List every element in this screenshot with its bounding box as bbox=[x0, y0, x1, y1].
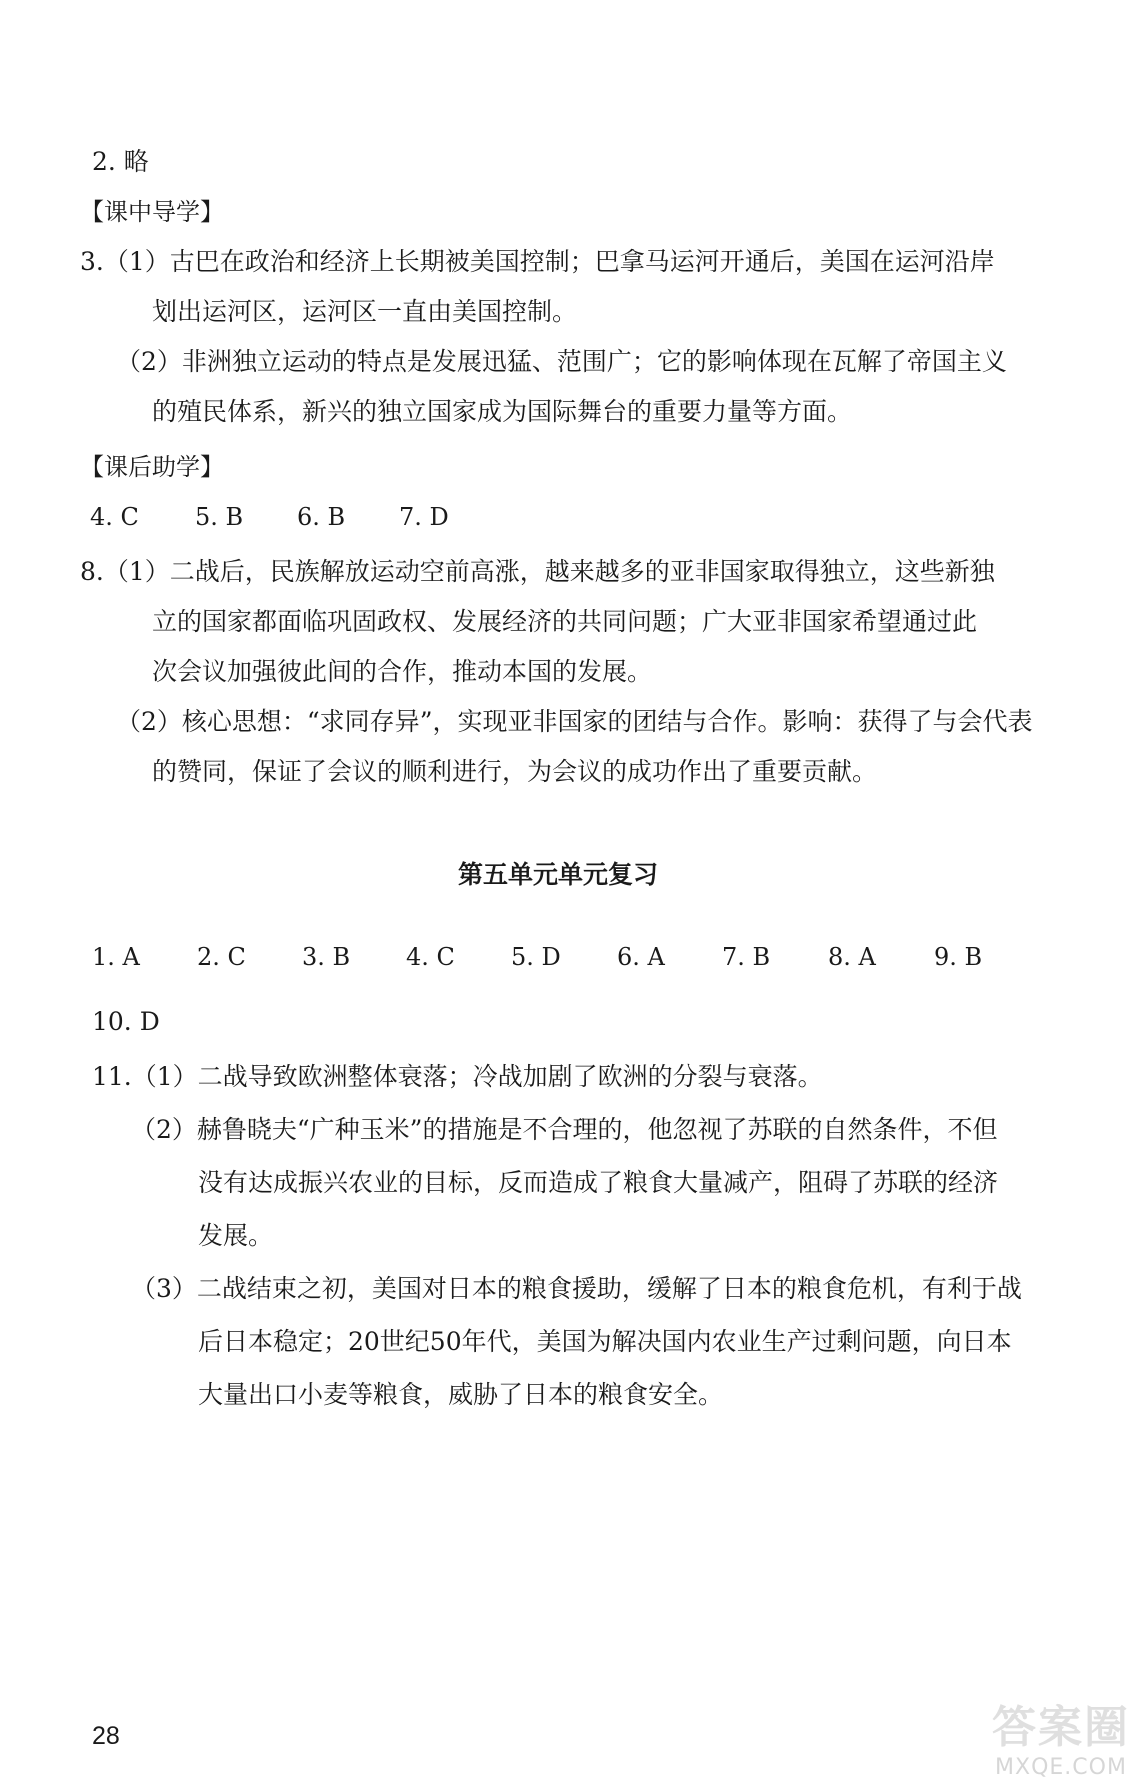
answer-8-1-line3: 次会议加强彼此间的合作，推动本国的发展。 bbox=[152, 657, 653, 686]
unit-review-title: 第五单元单元复习 bbox=[458, 860, 659, 889]
answer-10: 10. D bbox=[92, 1007, 160, 1036]
mc-answer: 1. A bbox=[92, 943, 140, 971]
mc-answer: 9. B bbox=[934, 943, 983, 971]
mc-answer: 2. C bbox=[197, 943, 246, 971]
section-header-after-class: 【课后助学】 bbox=[80, 453, 224, 481]
mc-answer: 7. B bbox=[722, 943, 771, 971]
answer-3-1-line2: 划出运河区，运河区一直由美国控制。 bbox=[152, 297, 578, 326]
mc-answer: 5. D bbox=[511, 943, 561, 971]
watermark-url: MXQE.COM bbox=[995, 1755, 1127, 1780]
answer-3-2-line1: （2）非洲独立运动的特点是发展迅猛、范围广；它的影响体现在瓦解了帝国主义 bbox=[116, 347, 1007, 376]
mc-answer: 6. B bbox=[297, 503, 346, 531]
page-number: 28 bbox=[92, 1722, 120, 1750]
answer-11-2-line2: 没有达成振兴农业的目标，反而造成了粮食大量减产，阻碍了苏联的经济 bbox=[198, 1168, 999, 1197]
watermark-logo: 答案圈 bbox=[992, 1702, 1130, 1753]
section-header-in-class: 【课中导学】 bbox=[80, 198, 224, 226]
mc-answer: 4. C bbox=[90, 503, 139, 531]
mc-answer: 3. B bbox=[302, 943, 351, 971]
mc-answer: 4. C bbox=[406, 943, 455, 971]
watermark bbox=[992, 1691, 1130, 1780]
answer-11-2-line1: （2）赫鲁晓夫“广种玉米”的措施是不合理的，他忽视了苏联的自然条件，不但 bbox=[131, 1115, 998, 1144]
answer-3-2-line2: 的殖民体系，新兴的独立国家成为国际舞台的重要力量等方面。 bbox=[152, 397, 853, 426]
answer-2: 2. 略 bbox=[92, 147, 149, 176]
answer-8-2-line1: （2）核心思想：“求同存异”，实现亚非国家的团结与合作。影响：获得了与会代表 bbox=[116, 707, 1033, 736]
mc-answer: 5. B bbox=[195, 503, 244, 531]
answer-8-1-line1: 8.（1）二战后，民族解放运动空前高涨，越来越多的亚非国家取得独立，这些新独 bbox=[80, 557, 995, 586]
answer-11-1: 11.（1）二战导致欧洲整体衰落；冷战加剧了欧洲的分裂与衰落。 bbox=[92, 1062, 823, 1091]
answer-11-3-line3: 大量出口小麦等粮食，威胁了日本的粮食安全。 bbox=[198, 1380, 724, 1409]
mc-answer: 6. A bbox=[617, 943, 665, 971]
answer-11-3-line2: 后日本稳定；20世纪50年代，美国为解决国内农业生产过剩问题，向日本 bbox=[198, 1327, 1012, 1356]
answer-3-1-line1: 3.（1）古巴在政治和经济上长期被美国控制；巴拿马运河开通后，美国在运河沿岸 bbox=[80, 247, 995, 276]
mc-answer: 7. D bbox=[399, 503, 449, 531]
answer-8-2-line2: 的赞同，保证了会议的顺利进行，为会议的成功作出了重要贡献。 bbox=[152, 757, 878, 786]
answer-11-2-line3: 发展。 bbox=[198, 1221, 274, 1250]
answer-8-1-line2: 立的国家都面临巩固政权、发展经济的共同问题；广大亚非国家希望通过此 bbox=[152, 607, 978, 636]
mc-answer: 8. A bbox=[828, 943, 876, 971]
answer-11-3-line1: （3）二战结束之初，美国对日本的粮食援助，缓解了日本的粮食危机，有利于战 bbox=[131, 1274, 1022, 1303]
